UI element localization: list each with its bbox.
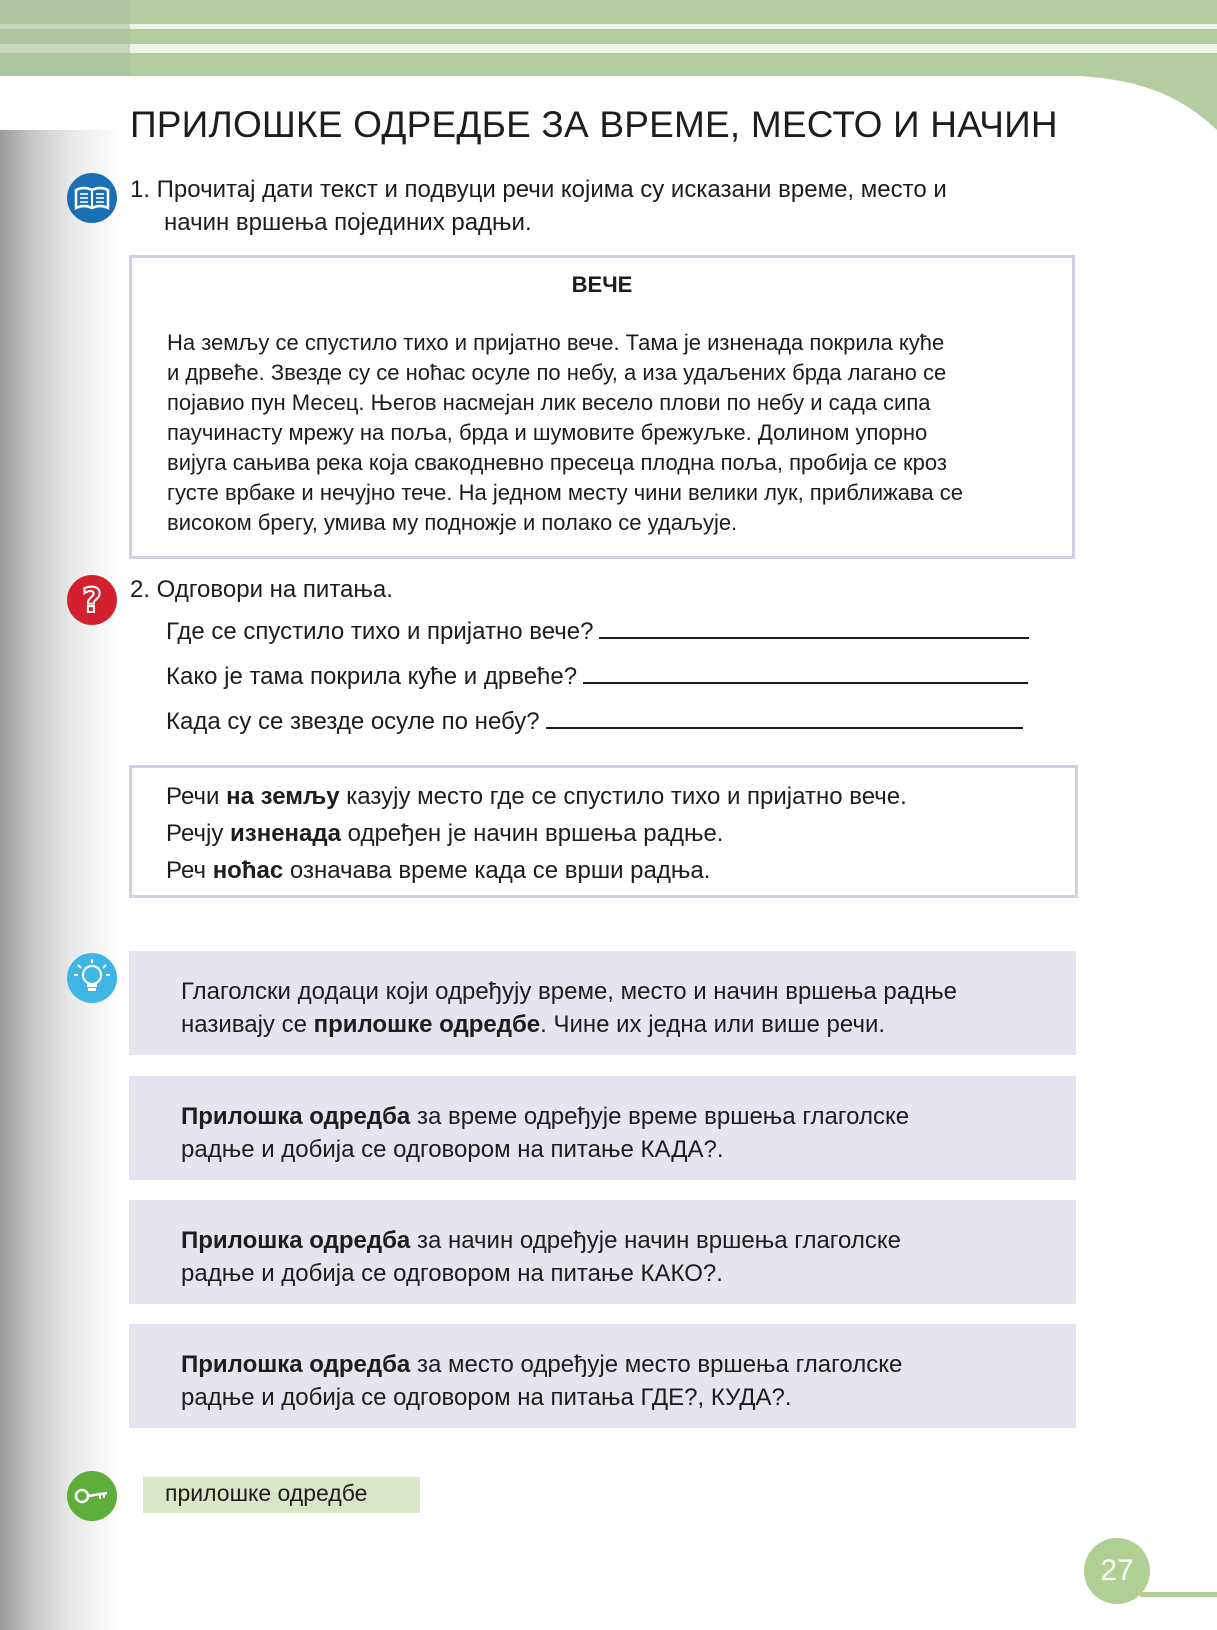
lightbulb-icon [67,953,117,1003]
definition-line: радње и добија се одговором на питање КАКО?. [181,1260,723,1287]
definition-text: за начин одређује начин вршења глаголске [410,1227,901,1254]
reading-line: појавио пун Месец. Његов насмејан лик весело плови по небу и сада сипа [167,390,931,415]
reading-text-box [129,255,1075,559]
page-number: 27 [1084,1538,1150,1604]
definition-term: Прилошка одредба [181,1227,411,1254]
definition-text: за време одређује време вршења глаголске [410,1103,910,1130]
definition-line: Глаголски додаци који одређују време, место и начин вршења радње [181,978,957,1005]
reading-paragraph [167,328,1042,538]
key-term: прилошке одредбе [143,1477,420,1513]
rule-text: означава време када се врши радња. [283,857,711,884]
rule-line [166,852,1075,889]
rule-text: Речи [166,783,227,810]
svg-text:?: ? [82,581,102,621]
answer-line[interactable] [599,637,1029,639]
rule-highlight: на земљу [226,783,340,810]
rule-highlight: ноћас [212,857,284,884]
rule-text: казују место где се спустило тихо и пријатно вече. [339,783,907,810]
definition-line [181,1100,1076,1133]
definition-line: радње и добија се одговором на питање КАДА?. [181,1136,724,1163]
key-icon [67,1471,117,1521]
book-icon [67,173,117,223]
page-title: ПРИЛОШКЕ ОДРЕДБЕ ЗА ВРЕМЕ, МЕСТО И НАЧИН [130,104,1058,145]
question-text: Како је тама покрила куће и дрвеће? [166,663,578,690]
left-decorative-strip [0,0,120,1630]
page-number-bar [1140,1592,1217,1597]
definition-text: називају се [181,1011,314,1038]
definition-text: за место одређује место вршења глаголске [410,1351,903,1378]
reading-line: и дрвеће. Звезде су се ноћас осуле по небу, а иза удаљених брда лагано се [167,360,947,385]
question-text: Где се спустило тихо и пријатно вече? [166,618,594,645]
question-row [166,708,1023,736]
reading-line: паучинасту мрежу на поља, брда и шумовите брежуљке. Долином упорно [167,420,928,445]
task-1-line-2: начин вршења појединих радњи. [164,209,532,236]
definition-line: радње и добија се одговором на питања ГДЕ?, КУДА?. [181,1384,792,1411]
task-2-instruction: 2. Одговори на питања. [130,576,393,603]
rule-text: одређен је начин вршења радње. [340,820,724,847]
question-text: Када су се звезде осуле по небу? [166,708,540,735]
definition-line [181,1224,1076,1257]
definition-box [129,1324,1076,1428]
task-1 [130,173,947,239]
rule-line [166,778,1075,815]
definition-term: Прилошка одредба [181,1103,411,1130]
rule-text: Реч [166,857,213,884]
definition-line [181,1008,1076,1041]
rules-box [129,765,1078,898]
rule-text: Речју [166,820,231,847]
question-row [166,618,1029,646]
task-1-line-1: 1. Прочитај дати текст и подвуци речи којима су исказани време, место и [130,176,947,203]
reading-title: ВЕЧЕ [571,272,633,297]
question-icon [67,575,117,625]
definition-term: прилошке одредбе [313,1011,541,1038]
definition-term: Прилошка одредба [181,1351,411,1378]
answer-line[interactable] [583,682,1028,684]
rule-line [166,815,1075,852]
definition-text: . Чине их једна или више речи. [540,1011,886,1038]
reading-line: вијуга сањива река која свакодневно пресеца плодна поља, пробија се кроз [167,450,947,475]
definition-box [129,1076,1076,1180]
rule-highlight: изненада [230,820,341,847]
question-row [166,663,1028,691]
reading-line: На земљу се спустило тихо и пријатно вече. Тама је изненада покрила куће [167,330,945,355]
definition-box [129,951,1076,1055]
reading-line: високом брегу, умива му подножје и полако се удаљује. [167,510,738,535]
definition-box [129,1200,1076,1304]
reading-line: густе врбаке и нечујно тече. На једном месту чини велики лук, приближава се [167,480,963,505]
definition-line [181,1348,1076,1381]
answer-line[interactable] [546,727,1023,729]
